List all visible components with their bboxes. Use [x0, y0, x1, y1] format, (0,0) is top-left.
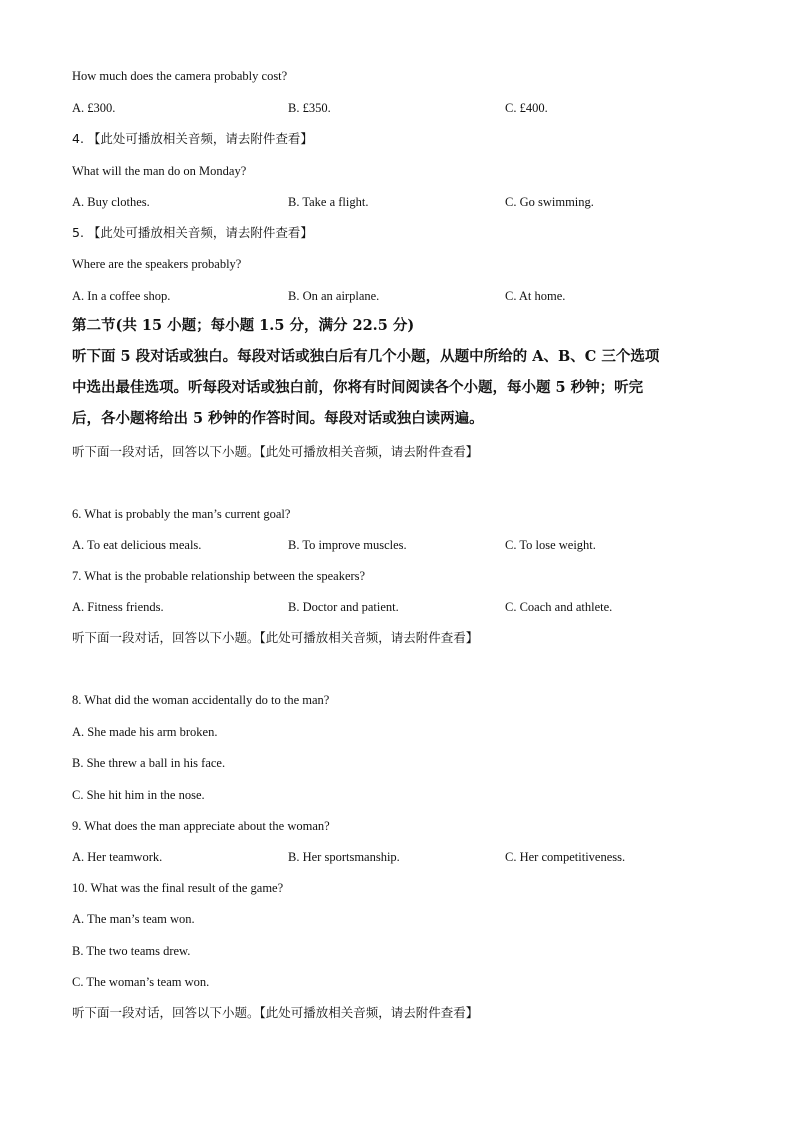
q9-option-c: C. Her competitiveness. — [505, 850, 626, 864]
q8-option-a: A. She made his arm broken. — [72, 725, 218, 739]
q4-audio-note: 4. 【此处可播放相关音频，请去附件查看】 — [72, 131, 313, 146]
q7-option-c: C. Coach and athlete. — [505, 600, 613, 614]
q3-option-a: A. £300. — [72, 101, 116, 115]
q3-option-c: C. £400. — [505, 101, 548, 115]
section-2-instruction-line-3: 后，各小题将给出 5 秒钟的作答时间。每段对话或独白读两遍。 — [72, 410, 484, 427]
q5-audio-note: 5. 【此处可播放相关音频，请去附件查看】 — [72, 225, 313, 240]
q9-option-a: A. Her teamwork. — [72, 850, 163, 864]
q3-option-b: B. £350. — [288, 101, 331, 115]
q10-option-a: A. The man’s team won. — [72, 912, 195, 926]
question-3-text: How much does the camera probably cost? — [72, 69, 288, 83]
question-7-text: 7. What is the probable relationship between the speakers? — [72, 569, 366, 583]
section-2-title: 第二节(共 15 小题；每小题 1.5 分，满分 22.5 分) — [72, 317, 415, 334]
question-8-text: 8. What did the woman accidentally do to the man? — [72, 693, 330, 707]
q10-option-c: C. The woman’s team won. — [72, 975, 210, 989]
dialog-3-intro: 听下面一段对话，回答以下小题。【此处可播放相关音频，请去附件查看】 — [72, 1005, 479, 1020]
dialog-1-intro: 听下面一段对话，回答以下小题。【此处可播放相关音频，请去附件查看】 — [72, 444, 479, 459]
q5-option-c: C. At home. — [505, 289, 566, 303]
dialog-2-intro: 听下面一段对话，回答以下小题。【此处可播放相关音频，请去附件查看】 — [72, 630, 479, 645]
q4-option-a: A. Buy clothes. — [72, 195, 150, 209]
q7-option-b: B. Doctor and patient. — [288, 600, 399, 614]
q10-option-b: B. The two teams drew. — [72, 944, 191, 958]
q8-option-c: C. She hit him in the nose. — [72, 788, 205, 802]
q4-option-c: C. Go swimming. — [505, 195, 594, 209]
question-4-text: What will the man do on Monday? — [72, 164, 247, 178]
q6-option-c: C. To lose weight. — [505, 538, 596, 552]
q7-option-a: A. Fitness friends. — [72, 600, 164, 614]
q8-option-b: B. She threw a ball in his face. — [72, 756, 226, 770]
q9-option-b: B. Her sportsmanship. — [288, 850, 400, 864]
q6-option-a: A. To eat delicious meals. — [72, 538, 202, 552]
q6-option-b: B. To improve muscles. — [288, 538, 407, 552]
question-10-text: 10. What was the final result of the game? — [72, 881, 284, 895]
section-2-instruction-line-1: 听下面 5 段对话或独白。每段对话或独白后有几个小题，从题中所给的 A、B、C 三个选项 — [72, 348, 660, 365]
question-9-text: 9. What does the man appreciate about the woman? — [72, 819, 330, 833]
q5-option-a: A. In a coffee shop. — [72, 289, 171, 303]
q5-option-b: B. On an airplane. — [288, 289, 380, 303]
section-2-instruction-line-2: 中选出最佳选项。听每段对话或独白前，你将有时间阅读各个小题，每小题 5 秒钟；听完 — [72, 379, 644, 396]
question-5-text: Where are the speakers probably? — [72, 257, 242, 271]
question-6-text: 6. What is probably the man’s current goal? — [72, 507, 291, 521]
q4-option-b: B. Take a flight. — [288, 195, 369, 209]
